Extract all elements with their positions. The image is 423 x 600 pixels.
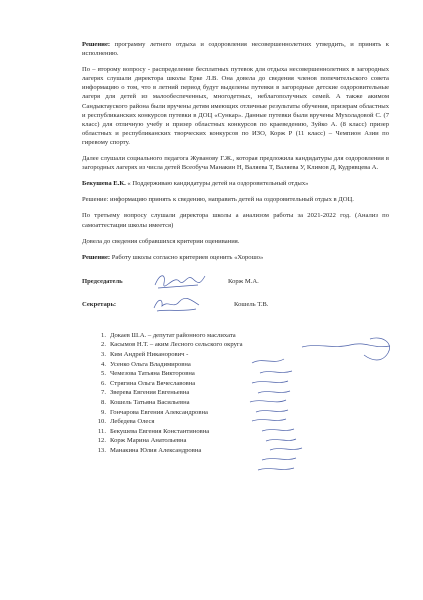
member-name: Бекушева Евгения Константиновна: [110, 427, 210, 435]
member-name: Зверева Евгения Евгеньевна: [110, 389, 190, 397]
member-name: Усенко Ольга Владимировна: [110, 360, 191, 368]
member-name: Лебедева Олеся: [110, 418, 155, 426]
chair-signature-icon: [152, 270, 207, 292]
bekusheva-text: « Поддерживаю кандидатуры детей на оздоровительный отдых»: [125, 180, 309, 188]
member-number: 7.: [101, 389, 106, 397]
member-number: 3.: [101, 350, 106, 358]
decision-1: [82, 40, 389, 58]
bekusheva-statement: [82, 179, 389, 188]
members-section: [82, 331, 389, 456]
members-signatures-icon: [222, 335, 402, 483]
member-name: Корж Марина Анатольевна: [110, 437, 187, 445]
decision-3-label: Решение:: [82, 253, 111, 261]
chair-signature-row: [82, 274, 389, 292]
third-question-paragraph: По третьему вопросу слушали директора школы а анализом работы за 2021-2022 год. (Анализ по самоаттестации школы имеется): [82, 212, 389, 229]
member-number: 8.: [101, 398, 106, 406]
decision-1-label: Решение:: [82, 41, 111, 48]
member-name: Гончарова Евгения Александровна: [110, 408, 208, 416]
bekusheva-label: Бекушева Е.К.: [82, 180, 126, 188]
member-number: 5.: [101, 370, 106, 378]
member-number: 1.: [101, 331, 106, 339]
decision-2: Решение: информацию принять к сведению, направить детей на оздоровительный отдых в ДОЦ.: [82, 196, 354, 204]
secretary-signature-icon: [152, 294, 202, 314]
decision-3-text: Работу школы согласно критериев оценить «Хорошо»: [110, 253, 264, 261]
member-number: 10.: [97, 418, 106, 426]
member-number: 11.: [98, 427, 106, 435]
member-number: 13.: [97, 446, 106, 454]
member-name: Манакина Юлия Александровна: [110, 446, 202, 454]
secretary-name: Кошель Т.В.: [234, 300, 269, 308]
member-number: 9.: [101, 408, 106, 416]
secretary-role: Секретарь:: [82, 300, 117, 308]
decision-3: [82, 253, 389, 262]
chair-role: Председатель: [82, 277, 123, 285]
member-name: Кошель Татьяна Васильевна: [110, 398, 190, 406]
second-question-paragraph: По – второму вопросу - распределение бесплатных путевок для отдыха несовершеннолетних в загородных лагерях слушали директора школы Ерке Л.В. Она довела до сведения членов попечительского совета информацию о том, что в летний период будут выделены путевки в загородные детские оздоровительные лагеря для детей из малообеспеченных, многодетных, неблагополучных семей. А также акимом Сандыктауского района были вручены детям имеющих отличные результаты обучения, призерам областных и республиканских конкурсов путевки в ДОЦ «Сункар». Данные путевки были вручены Мухоладовой С. (7 класс) для отличную учебу и призер областных конкурсов по краеведению, Зуйко А. (8 класс) призер областных и республиканских творческих конкурсов по ИЗО, Корж Р (11 класс) – Чемпион Азии по гиревому спорту.: [82, 66, 389, 146]
member-number: 6.: [101, 379, 106, 387]
member-name: Ким Андрей Никанорович -: [110, 350, 189, 358]
member-number: 2.: [101, 341, 106, 349]
secretary-signature-row: [82, 297, 389, 315]
chair-name: Корж М.А.: [228, 277, 259, 285]
member-name: Чемезова Татьяна Викторовна: [110, 370, 195, 378]
member-number: 12.: [97, 437, 106, 445]
criteria-paragraph: Довела до сведения собравшихся критерии оценивания.: [82, 237, 240, 245]
member-name: Стрягина Ольга Вячеславовна: [110, 379, 196, 387]
member-number: 4.: [101, 360, 106, 368]
social-pedagogue-paragraph: Далее слушали социального педагога Жуванову Г.Ж., которая предложила кандидатуры для оздоровления в загородных лагерях из числа детей Всеобуча Манакин Н, Валяева Т, Валяева У, Климов Д, Кудрявцева А.: [82, 155, 389, 172]
member-name: Докаев Ш.А. – депутат районного маслихата: [110, 331, 236, 339]
member-name: Касымов Н.Т. – аким Лесного сельского округа: [110, 341, 243, 349]
decision-1-text: программу летнего отдыха и оздоровления несовершеннолетних утвердить, и принять к исполнению.: [82, 41, 389, 58]
